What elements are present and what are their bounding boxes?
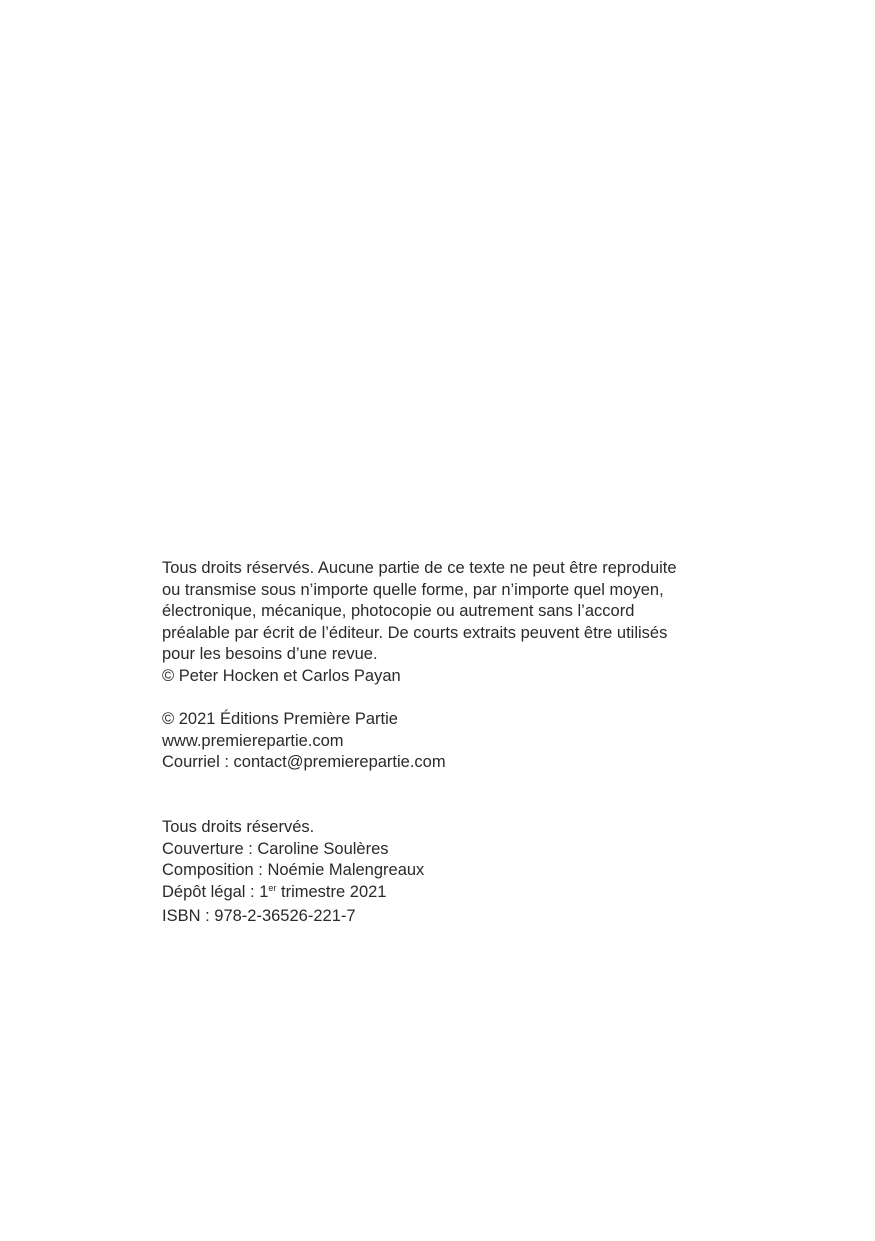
- legal-deposit-suffix: trimestre 2021: [276, 882, 387, 901]
- author-copyright: © Peter Hocken et Carlos Payan: [162, 666, 401, 685]
- legal-deposit: [162, 882, 762, 904]
- cover-credit: Couverture : Caroline Soulères: [162, 839, 389, 858]
- rights-reserved-short: Tous droits réservés.: [162, 817, 315, 836]
- publisher-email: Courriel : contact@premierepartie.com: [162, 753, 446, 772]
- isbn: ISBN : 978-2-36526-221-7: [162, 907, 356, 926]
- rights-notice-line-5: pour les besoins d’une revue.: [162, 645, 378, 664]
- legal-deposit-ordinal: er: [268, 882, 277, 893]
- rights-notice-line-1: Tous droits réservés. Aucune partie de ce texte ne peut être reproduite: [162, 559, 677, 577]
- rights-notice: [162, 558, 762, 688]
- rights-notice-line-3: électronique, mécanique, photocopie ou autrement sans l’accord: [162, 602, 635, 621]
- publisher-info: [162, 709, 762, 774]
- book-credits: [162, 817, 762, 928]
- publisher-website: www.premierepartie.com: [162, 731, 344, 750]
- composition-credit: Composition : Noémie Malengreaux: [162, 861, 425, 880]
- publisher-copyright: © 2021 Éditions Première Partie: [162, 710, 398, 729]
- colophon-text: [162, 558, 762, 928]
- legal-deposit-prefix: Dépôt légal : 1: [162, 882, 269, 901]
- rights-notice-line-4: préalable par écrit de l’éditeur. De courts extraits peuvent être utilisés: [162, 623, 668, 642]
- rights-notice-line-2: ou transmise sous n’importe quelle forme, par n’importe quel moyen,: [162, 580, 664, 599]
